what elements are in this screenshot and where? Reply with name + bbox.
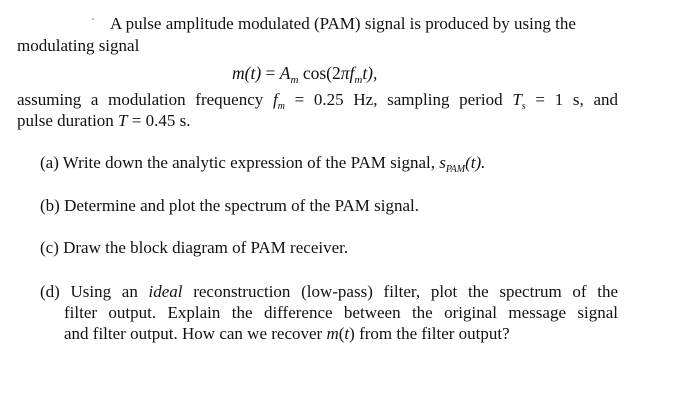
assumptions-line-2 <box>17 111 190 131</box>
part-a-symbol-sub: PAM <box>445 164 466 175</box>
modulating-equation <box>232 63 377 86</box>
assumption-text-c: = 1 s, and <box>525 90 619 109</box>
equation-pi-f: πf <box>340 63 355 83</box>
assumption-fm: f <box>272 90 278 109</box>
pulse-text-a: pulse duration <box>17 111 119 130</box>
assumption-text-a: assuming a modulation frequency <box>17 90 273 109</box>
intro-text-2: modulating signal <box>17 36 140 55</box>
equation-f-sub: m <box>354 74 363 86</box>
part-a <box>40 153 485 176</box>
equation-equals: = <box>261 63 280 83</box>
equation-t-close: t), <box>362 63 378 83</box>
part-d-line-1 <box>40 282 618 302</box>
assumption-ts-sub: s <box>521 101 526 112</box>
pulse-T: T <box>118 111 128 130</box>
part-c-text: (c) Draw the block diagram of PAM receiver. <box>40 238 349 257</box>
intro-text-1: A pulse amplitude modulated (PAM) signal is produced by using the <box>110 14 576 33</box>
intro-line-1 <box>110 14 576 34</box>
part-d-text-3a: and filter output. How can we recover <box>64 324 327 343</box>
intro-line-2 <box>17 36 139 56</box>
part-a-text: (a) Write down the analytic expression of the PAM signal, <box>40 153 440 172</box>
part-d-ideal: ideal <box>148 282 183 301</box>
part-d-t: t <box>344 324 350 343</box>
part-d-text-1a: (d) Using an <box>40 282 149 301</box>
part-d-line-2 <box>64 303 618 323</box>
assumption-ts: T <box>512 90 522 109</box>
part-d-line-3 <box>64 324 510 344</box>
pulse-text-b: = 0.45 s. <box>127 111 191 130</box>
equation-amplitude-sub: m <box>290 74 299 86</box>
part-d-text-1b: reconstruction (low-pass) filter, plot the spectrum of the <box>182 282 618 301</box>
part-d-paren-open: ( <box>338 324 345 343</box>
part-b-text: (b) Determine and plot the spectrum of the PAM signal. <box>40 196 419 215</box>
equation-amplitude: A <box>279 63 291 83</box>
assumption-text-b: = 0.25 Hz, sampling period <box>284 90 513 109</box>
part-a-tail: (t). <box>465 153 486 172</box>
assumption-fm-sub: m <box>277 101 285 112</box>
part-d-m: m <box>326 324 339 343</box>
part-d-text-2: filter output. Explain the difference between the original message signal <box>64 303 618 322</box>
equation-cos: cos(2 <box>298 63 341 83</box>
speck-mark <box>92 18 94 20</box>
assumptions-line-1 <box>17 90 618 113</box>
part-b <box>40 196 419 216</box>
equation-lhs: m(t) <box>232 63 262 83</box>
part-a-symbol: s <box>439 153 446 172</box>
part-c <box>40 238 348 258</box>
part-d-text-3c: ) from the filter output? <box>349 324 510 343</box>
